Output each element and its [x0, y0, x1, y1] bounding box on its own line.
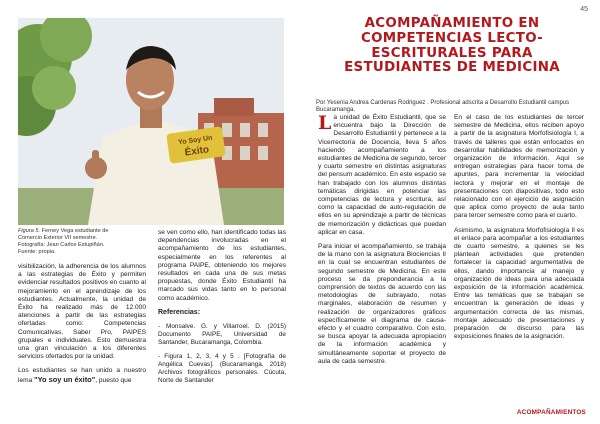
paragraph: Para iniciar el acompañamiento, se trabaja de la mano con la asignatura Biociencias II en la cual se encuentran estudiantes de segundo semestre de Medicina. En este proceso se da preponderancia a la comprensión de textos de acuerdo con las metodologías de subrayado, notas marginales, elaboración de resumen y realización de organizadores gráficos específicamente el diagrama de causa-efecto y el cuadro comparativo. Con esto, se busca apoyar la adecuada apropiación de la información académica y simultáneamente soportar el proyecto de aula de cada semestre. [318, 243, 446, 365]
lema-end: , puesto que [95, 376, 132, 384]
student-illustration [18, 18, 284, 225]
lema-quote: "Yo soy un éxito" [34, 374, 96, 384]
article-title: ACOMPAÑAMIENTO EN COMPETENCIAS LECTO-ESCRITURALES PARA ESTUDIANTES DE MEDICINA [344, 16, 560, 76]
section-footer-label: ACOMPAÑAMIENTOS [516, 409, 586, 416]
paragraph-intro [318, 114, 446, 237]
caption-label: Figura 5. [18, 228, 41, 234]
left-column-1 [18, 263, 146, 391]
caption-text: Ferney Vega estudiante de Comercio Exterior VII semestre. Fotografía: Jean Carlos Estupiñán. Fuente: propia. [18, 228, 109, 255]
page-number: 45 [580, 6, 588, 13]
paragraph: En el caso de los estudiantes de tercer semestre de Medicina, ellos reciben apoyo a partir de la asignatura Morfofisiología I, a través de talleres que están enfocados en desarrollar habilidades de memorización y organización de información. Aquí se entregan estrategias para hacer toma de apuntes, para incrementar la velocidad lectora y mejorar en el montaje de presentaciones con diapositivas, todo esto relacionado con el ejercicio de asignación que aplica como proyecto de aula tanto para tercer semestre como para el cuarto. [454, 114, 584, 220]
drop-cap: L [318, 112, 332, 134]
article-byline: Por Yesenia Andrea Cardenas Rodriguez . Profesional adscrita a Desarrollo Estudiantil campus Bucaramanga. [316, 100, 570, 113]
intro-text: a unidad de Éxito Estudiantil, que se encuentra bajo la Dirección de Desarrollo Estudiantil y pertenece a la Vicerrectoría de Docencia, lleva 5 años haciendo acompañamiento a los estudiantes de Medicina de segundo, tercer y cuarto semestre en distintas asignaturas del pensum académico. En este espacio se han trabajado con los alumnos distintas temáticas dirigidas en potenciar las competencias de lectura y escritura, así como la capacidad de auto-regulación de ellos en su aprendizaje a partir de técnicas de memorización y didácticas que puedan aplicar en casa. [318, 114, 446, 236]
references-heading: Referencias: [158, 308, 201, 316]
paragraph: visibilización, la adherencia de los alumnos a las estrategias de Éxito y permiten evidenciar resultados positivos en cuanto al mejoramiento en el aprendizaje de los estudiantes. Actualmente, la unidad de Éxito ha realizado más de 12.000 atenciones a partir de las estrategias ofertadas como: Competencias Comunicativas, Saber Pro, PAIPES grupales e individuales. Esto demuestra una gran vinculación a los diferentes servicios ofertados por la unidad. [18, 263, 146, 361]
right-column-2 [454, 114, 584, 347]
reference-item: - Figura 1, 2, 3, 4 y 5 . [Fotografía de Angélica Cuevas]. (Bucaramanga. 2018) Archivos fotográficos personales. Cúcuta, Norte de Santander [158, 353, 286, 385]
lema-intro: Los estudiantes se han unido a nuestro lema [18, 367, 146, 384]
paragraph: Asimismo, la asignatura Morfofisiología II es el enlace para acompañar a los estudiantes de cuarto semestre, a quienes se les plantean actividades que pretenden fortalecer la capacidad argumentativa de ellos, dando importancia al manejo y organización de ideas para una adecuada exposición de la información académica. Entre las temáticas que se trabajan se encuentran la generación de ideas y argumentación correcta de las mismas, montaje adecuado de presentaciones y preparación de discurso para las exposiciones finales de la asignación. [454, 226, 584, 341]
student-photo [18, 18, 284, 225]
badge-line-2: Éxito [184, 144, 210, 159]
left-column-2 [158, 229, 286, 391]
paragraph-lema [18, 367, 146, 384]
reference-item: - Monsalve. G. y Villarroel. D. (2015) Documento PAIPE, Universidad de Santander, Bucaramanga, Colombia. [158, 323, 286, 347]
badge-line-1: Yo Soy Un [177, 134, 213, 147]
photo-caption [18, 228, 116, 256]
right-column-1 [318, 114, 446, 372]
paragraph: se ven como ello, han identificado todas las dependencias involucradas en el acompañamiento de los estudiantes, especialmente en los referentes al programa PAIPE, obteniendo los mejores resultados en cada una de sus metas propuestas, donde Éxito Estudiantil ha marcado sus vidas tanto en lo personal como académico. [158, 229, 286, 302]
